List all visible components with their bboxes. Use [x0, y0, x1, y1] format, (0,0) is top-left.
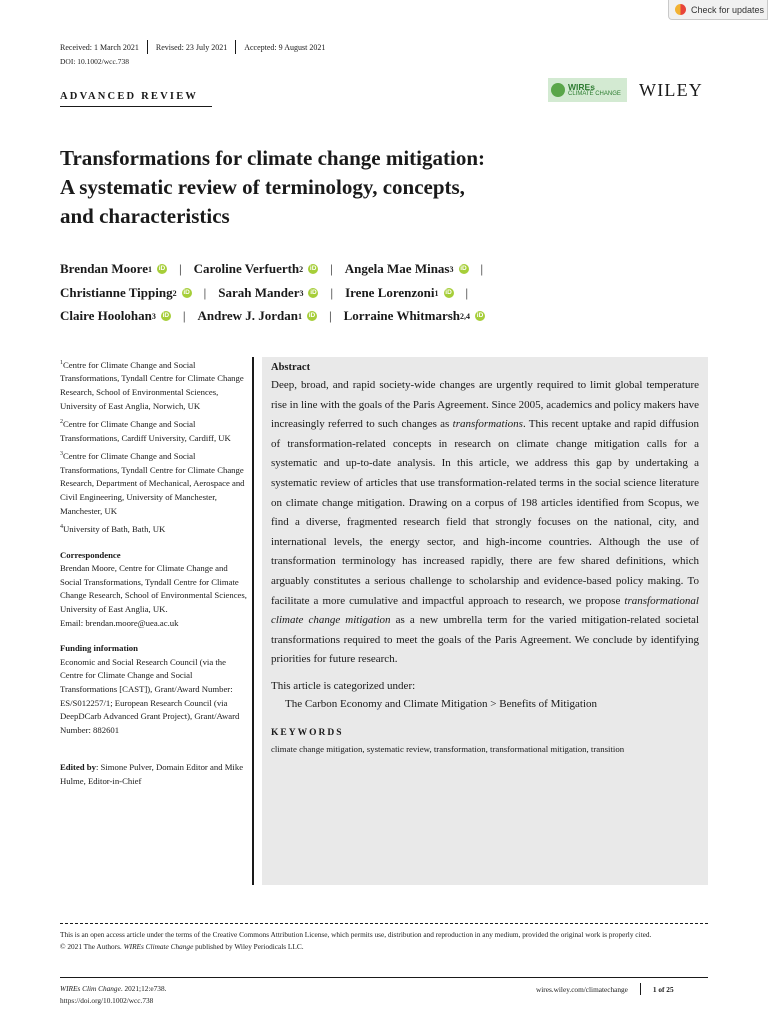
- revised-date: Revised: 23 July 2021: [155, 42, 228, 52]
- author-affiliation-number: 1: [148, 264, 152, 274]
- affiliation: $^2$Centre for Climate Change and Social Transformations, Cardiff University, Cardiff, UK: [60, 419, 231, 443]
- side-column: [60, 357, 248, 789]
- column-divider: [252, 357, 254, 885]
- author-affiliation-number: 3: [299, 288, 304, 298]
- abstract-text: Deep, broad, and rapid society-wide changes are urgently required to limit global temperature rise in line with the goals of the Paris Agreement. Since 2005, academics and policy makers have increasingly referred to such changes as transformations. This recent uptake and rapid diffusion of transformation-related concepts in research on climate change mitigation calls for a systematic and up-to-date analysis. In this article, we address this gap by undertaking a systematic review of articles that use transformation-related terms in the social science literature on climate change mitigation. Drawing on a corpus of 198 articles identified from Scopus, we find a diverse, fragmented research field that strongly focuses on the national, city, and international levels, the energy sector, and high-income countries. Although the use of transformation terminology has increased rapidly, there are few shared definitions, which arguably constitutes a serious challenge to scholarship and evidence-based policy making. To facilitate a more cumulative and impactful approach to research, we propose transformational climate change mitigation as a new umbrella term for the varied mitigation-related societal transformations required to meet the goals of the Paris Agreement. We conclude by identifying priorities for future research.: [271, 379, 699, 666]
- edited-by: Edited by: Simone Pulver, Domain Editor and Mike Hulme, Editor-in-Chief: [60, 762, 244, 786]
- doi: DOI: 10.1002/wcc.738: [60, 57, 129, 66]
- affiliation: $^3$Centre for Climate Change and Social Transformations, Tyndall Centre for Climate Change Research, Department of Mechanical, Aerospace and Civil Engineering, University of Manchester, Manchester, UK: [60, 451, 245, 516]
- affiliation: $^4$University of Bath, Bath, UK: [60, 524, 166, 535]
- orcid-icon[interactable]: iD: [445, 289, 452, 296]
- abstract-box: [262, 357, 708, 885]
- citation: WIREs Clim Change. 2021;12:e738. https://doi.org/10.1002/wcc.738: [60, 984, 167, 1005]
- article-dates: [60, 40, 325, 54]
- orcid-icon[interactable]: iD: [162, 312, 170, 319]
- footer-dashed-rule: [60, 923, 708, 924]
- paper-title: [60, 144, 620, 231]
- author-name: Caroline Verfuerth: [193, 261, 300, 276]
- check-for-updates-label: Check for updates: [691, 4, 765, 15]
- wires-logo-line1: WIREs: [568, 81, 595, 92]
- correspondence-text: Brendan Moore, Centre for Climate Change and Social Transformations, Tyndall Centre for Climate Change Research, School of Environmental Sciences, University of East Anglia, UK.: [60, 563, 247, 615]
- author-line: Claire Hoolohan 3 iD | Andrew J. Jordan 1 iD | Lorraine Whitmarsh 2,4 iD: [60, 308, 484, 323]
- author-name: Sarah Mander: [218, 285, 300, 300]
- divider: [640, 983, 641, 995]
- funding-heading: Funding information: [60, 643, 138, 654]
- orcid-icon[interactable]: iD: [158, 265, 166, 272]
- accepted-date: Accepted: 9 August 2021: [244, 42, 326, 52]
- title-line: A systematic review of terminology, concepts,: [60, 175, 465, 199]
- author-name: Claire Hoolohan: [60, 308, 152, 323]
- author-affiliation-number: 2,4: [460, 311, 471, 321]
- category-item: The Carbon Economy and Climate Mitigation > Benefits of Mitigation: [285, 697, 598, 710]
- doi-link[interactable]: https://doi.org/10.1002/wcc.738: [60, 996, 154, 1005]
- affiliation: $^1$Centre for Climate Change and Social Transformations, Tyndall Centre for Climate Change Research, School of Environmental Sciences, University of East Anglia, Norwich, UK: [60, 359, 244, 411]
- title-line: and characteristics: [60, 204, 230, 228]
- orcid-icon[interactable]: iD: [309, 265, 317, 272]
- divider: [147, 40, 148, 54]
- publisher-logo: WILEY: [639, 80, 703, 100]
- check-for-updates-button[interactable]: [668, 0, 768, 20]
- orcid-icon[interactable]: iD: [476, 312, 484, 319]
- footer-right: [536, 983, 674, 995]
- author-name: Angela Mae Minas: [344, 261, 450, 276]
- author-name: Andrew J. Jordan: [197, 308, 298, 323]
- author-affiliation-number: 3: [151, 311, 156, 321]
- received-date: Received: 1 March 2021: [60, 42, 139, 52]
- page-number: 1 of 25: [652, 984, 674, 994]
- keywords-text: climate change mitigation, systematic review, transformation, transformational mitigation, transition: [271, 743, 625, 754]
- footer-rule: [60, 977, 708, 978]
- author-name: Irene Lorenzoni: [345, 285, 435, 300]
- author-affiliation-number: 3: [449, 264, 454, 274]
- keywords-heading: KEYWORDS: [271, 727, 344, 738]
- author-name: Lorraine Whitmarsh: [343, 308, 461, 323]
- correspondence-heading: Correspondence: [60, 549, 121, 560]
- journal-website-link[interactable]: wires.wiley.com/climatechange: [536, 984, 628, 994]
- title-line: Transformations for climate change mitigation:: [60, 146, 485, 170]
- author-affiliation-number: 1: [434, 288, 439, 298]
- leaf-icon: [551, 83, 565, 97]
- license-text: This is an open access article under the terms of the Creative Commons Attribution License, which permits use, distribution and reproduction in any medium, provided the original work is properly cited. © 2021 The Authors. WIREs Climate Change published by Wiley Periodicals LLC.: [60, 930, 652, 951]
- author-affiliation-number: 2: [172, 288, 177, 298]
- orcid-icon[interactable]: iD: [183, 289, 190, 296]
- orcid-icon[interactable]: iD: [308, 312, 316, 319]
- author-name: Christianne Tipping: [60, 285, 173, 300]
- categorized-heading: This article is categorized under:: [271, 679, 416, 692]
- author-name: Brendan Moore: [60, 261, 148, 276]
- orcid-icon[interactable]: iD: [460, 265, 467, 272]
- divider: [235, 40, 236, 54]
- funding-text: Economic and Social Research Council (via the Centre for Climate Change and Social Transformations [CAST]), Grant/Award Number: ES/S012257/1; European Research Council (via DeepDCarb Advanced Grant Project), Grant/Award Number: 882601: [60, 656, 240, 735]
- wires-logo-line2: CLIMATE CHANGE: [568, 91, 621, 98]
- author-affiliation-number: 1: [298, 311, 302, 321]
- correspondence-email[interactable]: Email: brendan.moore@uea.ac.uk: [60, 617, 179, 628]
- author-line: Brendan Moore 1 iD | Caroline Verfuerth 2 iD | Angela Mae Minas 3 iD |: [60, 261, 484, 276]
- abstract-heading: Abstract: [271, 362, 311, 373]
- crossmark-icon: [675, 4, 686, 15]
- article-type: ADVANCED REVIEW: [60, 91, 199, 102]
- author-affiliation-number: 2: [299, 264, 304, 274]
- author-line: Christianne Tipping 2 iD | Sarah Mander 3 iD | Irene Lorenzoni 1 iD |: [60, 285, 469, 300]
- orcid-icon[interactable]: iD: [310, 289, 317, 296]
- article-type-underline: [60, 106, 212, 107]
- wires-journal-logo: [548, 78, 627, 102]
